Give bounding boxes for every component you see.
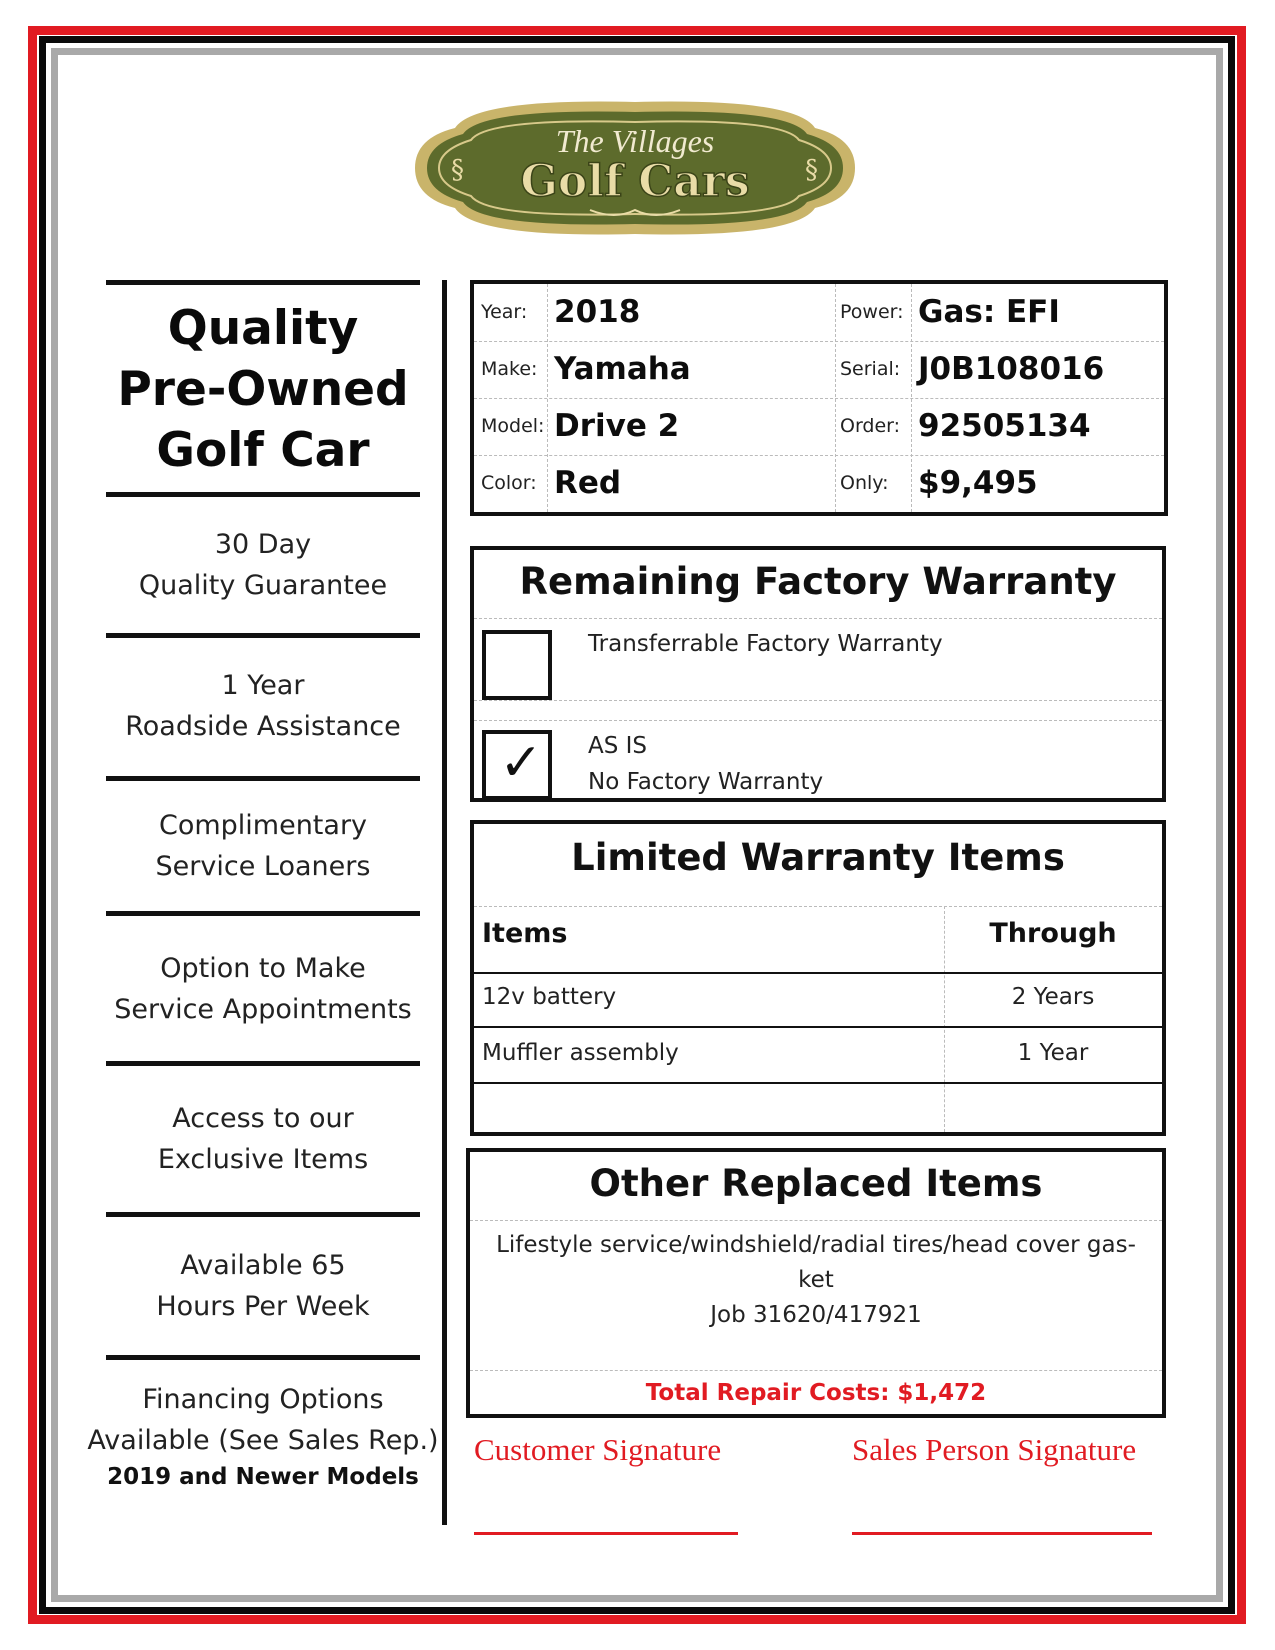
- svg-text:§: §: [451, 155, 464, 185]
- factory-warranty-box: [470, 546, 1166, 802]
- spec-value: Red: [554, 465, 622, 501]
- spec-value: 92505134: [918, 408, 1091, 444]
- table-row-item: Muffler assembly: [482, 1040, 679, 1066]
- job-number: Job 31620/417921: [710, 1302, 922, 1328]
- feature-line: Complimentary: [158, 810, 368, 841]
- spec-label: Only:: [840, 472, 889, 494]
- column-divider: [442, 280, 447, 1525]
- feature-service-loaners: [86, 781, 440, 911]
- title-line-3: Golf Car: [156, 422, 370, 478]
- sales-signature-line[interactable]: [852, 1532, 1152, 1535]
- feature-line: Access to our: [172, 1103, 354, 1134]
- table-row-through: 1 Year: [1017, 1040, 1089, 1066]
- spec-row-model: [474, 398, 1164, 456]
- page-title: [106, 286, 420, 492]
- feature-hours-per-week: [86, 1217, 440, 1355]
- spec-value: J0B108016: [918, 351, 1105, 387]
- spec-value: Gas: EFI: [918, 294, 1060, 330]
- limited-warranty-box: [470, 820, 1166, 1136]
- left-divider: [106, 1355, 420, 1360]
- feature-financing: [86, 1370, 440, 1502]
- price-value: $9,495: [918, 465, 1038, 501]
- feature-line: Service Loaners: [155, 851, 371, 882]
- feature-line: 1 Year: [221, 670, 305, 701]
- spec-row-make: [474, 341, 1164, 399]
- financing-note: 2019 and Newer Models: [107, 1464, 419, 1490]
- title-line-2: Pre-Owned: [117, 361, 409, 417]
- spec-label: Power:: [840, 301, 904, 323]
- warranty-option-text: AS IS: [588, 733, 648, 759]
- feature-service-appointments: [86, 916, 440, 1061]
- feature-line: Service Appointments: [114, 993, 412, 1025]
- spec-table: [470, 280, 1168, 516]
- logo-line2: Golf Cars: [520, 156, 750, 207]
- spec-label: Color:: [481, 472, 537, 494]
- total-repair-costs: Total Repair Costs: $1,472: [645, 1380, 987, 1406]
- table-row-through: 2 Years: [1011, 984, 1095, 1010]
- other-items-text: ket: [798, 1267, 834, 1293]
- spec-row-year: [474, 284, 1164, 342]
- spec-value: Yamaha: [554, 351, 691, 387]
- warranty-option-text: Transferrable Factory Warranty: [588, 631, 943, 657]
- warranty-option-text: No Factory Warranty: [588, 769, 824, 795]
- left-divider: [106, 280, 420, 285]
- feature-line: Option to Make: [160, 952, 366, 984]
- logo-line1: The Villages: [555, 123, 715, 159]
- spec-value: 2018: [554, 294, 641, 330]
- financing-line: Financing Options: [142, 1384, 384, 1415]
- spec-label: Year:: [481, 301, 528, 323]
- feature-line: Available 65: [180, 1250, 346, 1281]
- feature-exclusive-items: [86, 1066, 440, 1212]
- through-header: Through: [989, 918, 1117, 949]
- customer-signature-line[interactable]: [474, 1532, 738, 1535]
- feature-quality-guarantee: [86, 497, 440, 633]
- sales-signature-label: Sales Person Signature: [852, 1432, 1137, 1467]
- spec-label: Serial:: [840, 358, 901, 380]
- feature-line: Hours Per Week: [156, 1291, 370, 1322]
- title-line-1: Quality: [167, 300, 359, 356]
- spec-value: Drive 2: [554, 408, 680, 444]
- feature-line: 30 Day: [214, 529, 312, 560]
- limited-warranty-title: Limited Warranty Items: [571, 836, 1065, 879]
- spec-label: Make:: [481, 358, 538, 380]
- other-items-text: Lifestyle service/windshield/radial tires/head cover gas-: [496, 1232, 1136, 1258]
- items-header: Items: [482, 918, 568, 949]
- table-row-item: 12v battery: [482, 984, 617, 1010]
- factory-warranty-title: Remaining Factory Warranty: [519, 560, 1117, 603]
- feature-line: Quality Guarantee: [138, 570, 388, 601]
- feature-roadside-assistance: [86, 638, 440, 774]
- other-replaced-box: [466, 1148, 1166, 1418]
- checkmark-icon: ✓: [499, 734, 543, 792]
- financing-line: Available (See Sales Rep.): [87, 1425, 439, 1456]
- svg-text:§: §: [805, 155, 818, 185]
- other-replaced-title: Other Replaced Items: [589, 1162, 1043, 1205]
- customer-signature-label: Customer Signature: [474, 1432, 722, 1467]
- feature-line: Roadside Assistance: [125, 711, 401, 742]
- transferrable-warranty-checkbox[interactable]: [482, 630, 552, 700]
- as-is-checkbox[interactable]: [482, 730, 552, 800]
- feature-line: Exclusive Items: [157, 1144, 369, 1175]
- the-villages-golf-cars-logo: [415, 98, 855, 238]
- spec-label: Model:: [481, 415, 545, 437]
- spec-label: Order:: [840, 415, 901, 437]
- spec-row-color: [474, 455, 1164, 512]
